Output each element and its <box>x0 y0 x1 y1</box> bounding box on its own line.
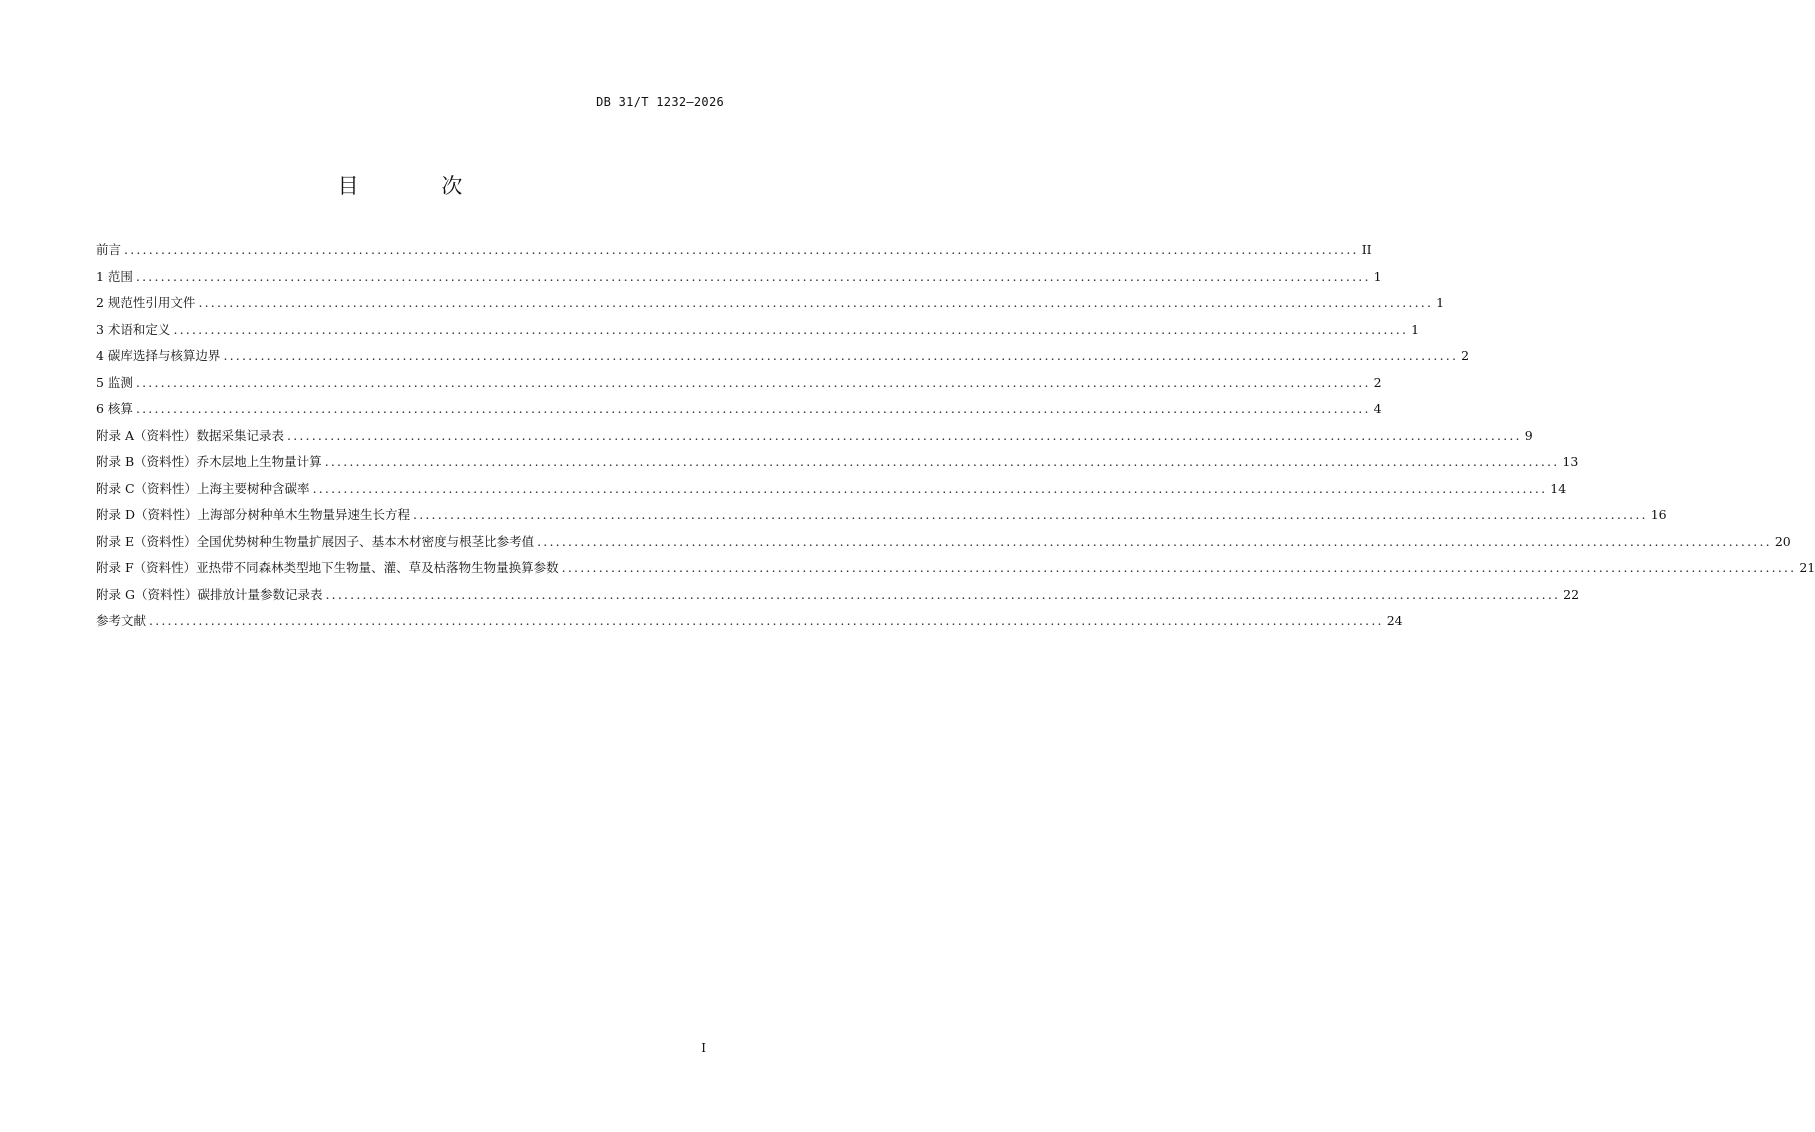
toc-entry-scope[interactable] <box>96 267 1382 294</box>
toc-page-number: 2 <box>1373 374 1382 390</box>
dot-leader: ........................................................................................................................................................................................................ <box>198 295 1434 310</box>
toc-entry-foreword[interactable] <box>96 240 1372 267</box>
toc-page-number: 1 <box>1411 321 1420 337</box>
toc-entry-terms-definitions[interactable] <box>96 320 1420 347</box>
toc-page-number: 16 <box>1650 507 1667 522</box>
dot-leader: ........................................................................................................................................................................................................ <box>413 507 1648 522</box>
toc-page-number: 20 <box>1774 533 1791 549</box>
toc-entry-appendix-g[interactable] <box>96 585 1580 612</box>
appendix-title: 亚热带不同森林类型地下生物量、灌、草及枯落物生物量换算参数 <box>196 560 559 575</box>
toc-entry-label: 6 核算 <box>96 401 133 416</box>
page-title: 目 次 <box>337 174 501 198</box>
appendix-prefix: 附录 D（资料性） <box>96 507 198 522</box>
toc-page-number: 1 <box>1436 295 1445 310</box>
appendix-prefix: 附录 B（资料性） <box>96 454 197 469</box>
dot-leader: ........................................................................................................................................................................................................ <box>324 454 1560 469</box>
toc-entry-monitoring[interactable] <box>96 373 1382 400</box>
toc-entry-appendix-a[interactable] <box>96 426 1533 453</box>
toc-page-number: 9 <box>1524 427 1533 443</box>
toc-page-number: 14 <box>1550 480 1567 496</box>
table-of-contents <box>96 240 1815 638</box>
toc-entry-appendix-e[interactable] <box>96 532 1791 559</box>
appendix-prefix: 附录 A（资料性） <box>96 427 197 443</box>
toc-page-number: II <box>1361 242 1372 257</box>
toc-entry-carbon-pool[interactable] <box>96 346 1470 373</box>
toc-entry-appendix-c[interactable] <box>96 479 1567 506</box>
dot-leader: ........................................................................................................................................................................................................ <box>135 374 1371 390</box>
toc-page-number: 1 <box>1373 268 1382 284</box>
dot-leader: ........................................................................................................................................................................................................ <box>312 480 1548 496</box>
dot-leader: ........................................................................................................................................................................................................ <box>537 533 1772 549</box>
toc-page-number: 24 <box>1386 613 1403 628</box>
dot-leader: ........................................................................................................................................................................................................ <box>561 560 1797 575</box>
appendix-title: 上海主要树种含碳率 <box>197 480 310 496</box>
appendix-prefix: 附录 G（资料性） <box>96 586 198 602</box>
toc-page-number: 2 <box>1461 348 1470 363</box>
document-code: DB 31/T 1232—2026 <box>596 95 724 109</box>
dot-leader: ........................................................................................................................................................................................................ <box>173 321 1409 337</box>
toc-entry-appendix-d[interactable] <box>96 505 1667 532</box>
appendix-prefix: 附录 F（资料性） <box>96 560 197 575</box>
appendix-prefix: 附录 E（资料性） <box>96 533 197 549</box>
toc-entry-appendix-f[interactable] <box>96 558 1815 585</box>
toc-page-number: 13 <box>1562 454 1579 469</box>
toc-entry-label: 2 规范性引用文件 <box>96 295 196 310</box>
toc-entry-label: 5 监测 <box>96 374 133 390</box>
dot-leader: ........................................................................................................................................................................................................ <box>223 348 1459 363</box>
toc-entry-normative-references[interactable] <box>96 293 1445 320</box>
appendix-title: 上海部分树种单木生物量异速生长方程 <box>197 507 411 522</box>
dot-leader: ........................................................................................................................................................................................................ <box>135 401 1371 416</box>
dot-leader: ........................................................................................................................................................................................................ <box>325 586 1561 602</box>
toc-entry-accounting[interactable] <box>96 399 1382 426</box>
appendix-title: 数据采集记录表 <box>196 427 285 443</box>
toc-page-number: 22 <box>1563 586 1580 602</box>
toc-entry-label: 4 碳库选择与核算边界 <box>96 348 221 363</box>
appendix-prefix: 附录 C（资料性） <box>96 480 198 496</box>
dot-leader: ........................................................................................................................................................................................................ <box>135 268 1371 284</box>
toc-entry-label: 3 术语和定义 <box>96 321 171 337</box>
toc-entry-label: 参考文献 <box>96 613 147 628</box>
appendix-title: 乔木层地上生物量计算 <box>196 454 322 469</box>
appendix-title: 全国优势树种生物量扩展因子、基本木材密度与根茎比参考值 <box>196 533 535 549</box>
dot-leader: ........................................................................................................................................................................................................ <box>149 613 1384 628</box>
dot-leader: ........................................................................................................................................................................................................ <box>124 242 1359 257</box>
dot-leader: ........................................................................................................................................................................................................ <box>287 427 1522 443</box>
toc-entry-appendix-b[interactable] <box>96 452 1579 479</box>
toc-entry-label: 前言 <box>96 242 122 257</box>
toc-page-number: 21 <box>1799 560 1815 575</box>
footer-page-number: I <box>701 1041 706 1055</box>
toc-page-number: 4 <box>1373 401 1382 416</box>
toc-entry-references[interactable] <box>96 611 1403 638</box>
toc-entry-label: 1 范围 <box>96 268 133 284</box>
appendix-title: 碳排放计量参数记录表 <box>197 586 323 602</box>
